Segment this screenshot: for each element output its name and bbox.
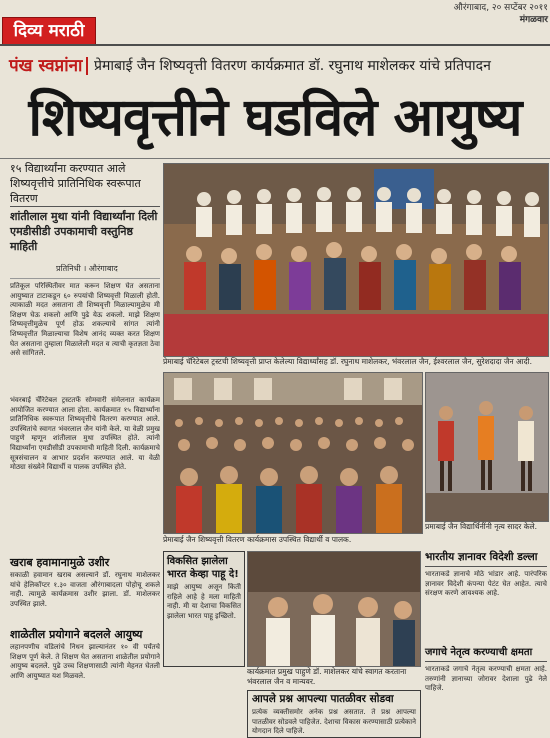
group-photo bbox=[163, 163, 549, 357]
deck-line-2: शांतीलाल मुथा यांनी विद्यार्थ्यांना दिली एमडीसीडी उपकामाची वस्तुनिष्ठ माहिती bbox=[10, 210, 158, 253]
section-kicker: पंख स्वप्नांना bbox=[9, 56, 83, 76]
audience-photo-illustration bbox=[164, 373, 422, 533]
strap-text: प्रेमाबाई जैन शिष्यवृत्ती वितरण कार्यक्रमात डॉ. रघुनाथ माशेलकर यांचे प्रतिपादन bbox=[94, 58, 491, 74]
foreign-theft-heading: भारतीय ज्ञानावर विदेशी डल्ला bbox=[425, 551, 547, 567]
developed-india-heading: विकसित झालेला भारत केव्हा पाहू दे! bbox=[167, 556, 239, 580]
dance-photo bbox=[425, 372, 549, 522]
day-text: मंगळवार bbox=[519, 15, 548, 25]
group-photo-caption: प्रेमाबाई चॅरिटेबल ट्रस्टची शिष्यवृत्ती प्राप्त केलेल्या विद्यार्थ्यांसह डॉ. रघुनाथ माशेलकर, भंवरलाल जैन, ईश्वरलाल जैन, सुरेशदादा जैन आदी. bbox=[163, 357, 532, 366]
guests-photo-caption: कार्यक्रमात प्रमुख पाहुणे डॉ. माशेलकर यांचे स्वागत करताना भंवरलाल जैन व मान्यवर. bbox=[247, 667, 407, 686]
own-questions-box bbox=[247, 690, 421, 738]
deck-rule bbox=[10, 206, 160, 207]
dance-photo-caption: प्रमाबाई जैन विद्यार्थिनींनी नृत्य सादर केले. bbox=[425, 522, 537, 531]
byline-credit: प्रतिनिधी । औरंगाबाद bbox=[56, 264, 118, 273]
audience-photo bbox=[163, 372, 423, 534]
own-questions-text: प्रत्येक व्यक्तीसमोर अनेक प्रश्न असतात. ते प्रश्न आपल्या पातळीवर सोडवले पाहिजेत. देशाचा विकास करण्यासाठी प्रत्येकाने योगदान दिले पाहिजे. bbox=[252, 708, 416, 736]
developed-india-box bbox=[163, 551, 245, 667]
main-headline: शिष्यवृत्तीने घडविले आयुष्य bbox=[28, 88, 522, 148]
strap-line bbox=[86, 53, 548, 79]
own-questions-heading: आपले प्रश्न आपल्या पातळीवर सोडवा bbox=[252, 693, 394, 705]
strap-separator bbox=[86, 57, 88, 75]
dateline bbox=[452, 2, 548, 26]
masthead-rule bbox=[0, 44, 550, 46]
right-column bbox=[425, 551, 547, 736]
body-paragraph-1: प्रतिकूल परिस्थितीवर मात करून शिक्षण घेत असताना आयुष्यात टाटाकडून ६० रुपयांची शिष्यवृत्ती मिळाली होती. त्याकाळी मदत असताना ती शिष्यवृत्ती मिळाल्यामुळेच मी शिक्षण घेऊ शकलो आणि पुढे येऊ शकलो. माझे शिक्षण शिष्यवृत्तीमुळेच पूर्ण होऊ शकल्याचे सांगत त्यांनी शिष्यवृत्तीत मिळाल्याचा विशेष आनंद व्यक्त करत शिक्षण घेत असताना तुम्हाला मिळालेली मदत व त्याची कृतज्ञता ठेवा असे सांगितले. bbox=[10, 282, 160, 358]
body-paragraph-3: सकाळी हवामान खराब असल्याने डॉ. रघुनाथ माशेलकर यांचे हेलिकॉप्टर १.३० वाजता औरंगाबादला पोहोचू शकले नाही. त्यामुळे कार्यक्रमास उशीर झाला. डॉ. माशेलकर उपस्थित झाले. bbox=[10, 571, 160, 608]
foreign-theft-text: भारताकडे ज्ञानाचे मोठे भांडार आहे. पारंपरिक ज्ञानावर विदेशी कंपन्या पेटंट घेत आहेत. त्याचे संरक्षण करणे आवश्यक आहे. bbox=[425, 570, 547, 598]
group-photo-illustration bbox=[164, 164, 548, 356]
date-text: औरंगाबाद, २० सप्टेंबर २०११ bbox=[453, 3, 548, 13]
byline-rule bbox=[10, 278, 160, 279]
dance-photo-illustration bbox=[426, 373, 548, 521]
body-paragraph-2: भंवरबाई चॅरिटेबल ट्रस्टतर्फे सोमवारी संमेलनात कार्यक्रम आयोजित करण्यात आला होता. कार्यक्रमात १५ विद्यार्थ्यांना प्रातिनिधिक स्वरूपात शिष्यवृत्तीचे वितरण करण्यात आले. उपस्थितांचे स्वागत भंवरलाल जैन यांनी केले. या वेळी प्रमुख पाहुणे म्हणून शांतीलाल मुथा उपस्थित होते. त्यांनी विद्यार्थ्यांना एमडीसीडी उपकामाची माहिती दिली. कार्यक्रमाचे सूत्रसंचालन व आभार प्रदर्शन करण्यात आले. या वेळी मोठ्या संख्येने विद्यार्थी व पालक उपस्थित होते. bbox=[10, 396, 160, 472]
audience-photo-caption: प्रेमाबाई जैन शिष्यवृत्ती वितरण कार्यक्रमास उपस्थित विद्यार्थी व पालक. bbox=[163, 535, 352, 544]
headline-rule bbox=[0, 158, 550, 159]
lead-world-text: भारताकडे जगाचे नेतृत्व करण्याची क्षमता आहे. तरुणांनी ज्ञानाच्या जोरावर देशाला पुढे नेले पाहिजे. bbox=[425, 665, 547, 693]
guests-photo bbox=[247, 551, 421, 667]
subhead-weather-delay: खराब हवामानामुळे उशीर bbox=[10, 556, 110, 569]
developed-india-text: माझे आयुष्य अजून किती राहिले आहे हे मला माहिती नाही. मी या देशाचा विकसित झालेला भारत पाहू इच्छितो. bbox=[167, 583, 241, 620]
subhead-school-experiment: शाळेतील प्रयोगाने बदलले आयुष्य bbox=[10, 628, 143, 641]
body-paragraph-4: लहानपणीच वडिलांचे निधन झाल्यानंतर १० वी पर्यंतचे शिक्षण पूर्ण केले. ते शिक्षण घेत असताना शाळेतील प्रयोगाने आयुष्य बदलले. पुढे उच्च शिक्षणासाठी त्यांनी मेहनत घेतली आणि आयुष्यात यश मिळवले. bbox=[10, 643, 160, 680]
deck-line-1: १५ विद्यार्थ्यांना करण्यात आले शिष्यवृत्तीचे प्रातिनिधिक स्वरूपात वितरण bbox=[10, 162, 141, 205]
newspaper-logo: दिव्य मराठी bbox=[2, 17, 96, 45]
guests-photo-illustration bbox=[248, 552, 420, 666]
lead-world-heading: जगाचे नेतृत्व करण्याची क्षमता bbox=[425, 646, 547, 662]
